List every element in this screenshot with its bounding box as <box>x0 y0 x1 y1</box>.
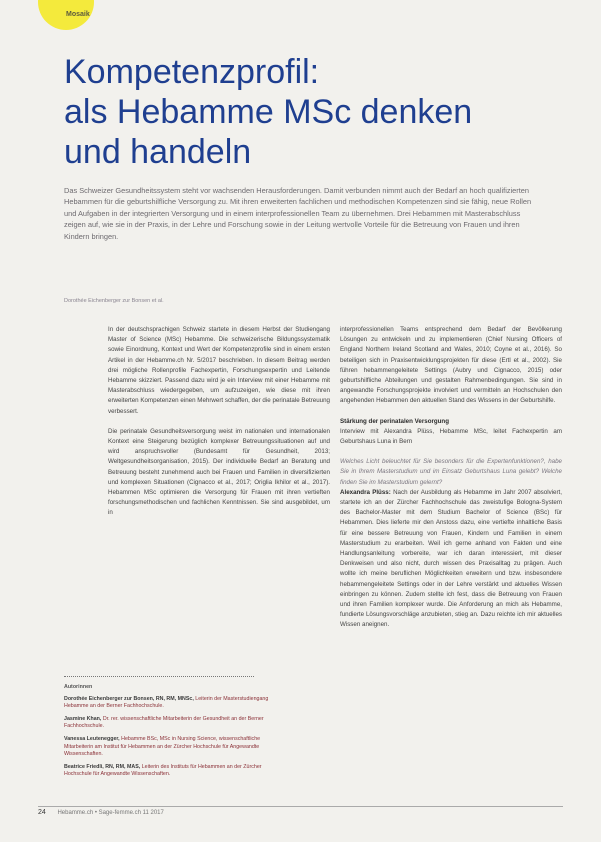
body-paragraph: In der deutschsprachigen Schweiz startete in diesem Herbst der Studiengang Master of Science (MSc) Hebamme. Die schweizerische Bildungssystematik sowie Einordnung, Kontext und Wert der Kompetenzprofile sind in einem ersten Artikel in der Hebamme.ch Nr. 5/2017 beschrieben. In diesem Beitrag werden drei mögliche Rollenprofile Fachexpertin, Forschungsexpertin und Leitende Hebamme skizziert. Passend dazu wird je ein Interview mit einer Hebamme mit Masterabschluss wiedergegeben, um aufzuzeigen, wie diese mit ihren erweiterten Kompetenzen einen Mehrwert schaffen, der die perinatale Betreuung verbessert. <box>108 326 330 415</box>
interview-intro: Interview mit Alexandra Plüss, Hebamme MSc, leitet Fachexpertin am Geburtshaus Luna in Bern <box>340 427 562 446</box>
right-column <box>340 325 562 830</box>
author-description: Leiterin der Masterstudiengang Hebamme an der Berner Fachhochschule. <box>64 695 269 710</box>
author-entry <box>64 764 284 779</box>
author-name: Beatrice Friedli, RN, RM, MAS, <box>64 763 141 770</box>
author-entry <box>64 716 284 731</box>
body-paragraph: Die perinatale Gesundheitsversorgung weist im nationalen und internationalen Kontext eine Steigerung bezüglich komplexer Betreuungssituationen auf und wird anspruchsvoller (Bundesamt für Gesundheit, 2013; Weltgesundheitsorganisation, 2015). Der individuelle Bedarf an Beratung und Betreuung besteht zunehmend auch bei Frauen und Familien in diversifizierten und komplexen Situationen (Cignacco et al., 2017; Origlia Ikhilor et al., 2017). Hebammen MSc optimieren die Versorgung für Frauen mit ihren vertieften forschungsmethodischen und fachlichen Kenntnissen. Sie sind ausgebildet, um in <box>108 427 330 517</box>
author-entry <box>64 736 284 759</box>
interviewee-name: Alexandra Plüss: <box>340 488 391 496</box>
title-line-1: Kompetenzprofil: <box>64 53 320 91</box>
author-description: Leiterin des Instituts für Hebammen an der Zürcher Hochschule für Angewandte Wissenschaften. <box>64 763 262 778</box>
subheading: Stärkung der perinatalen Versorgung <box>340 417 449 425</box>
interview-answer <box>340 488 562 631</box>
byline: Dorothée Eichenberger zur Bonsen et al. <box>64 298 164 304</box>
author-entry <box>64 696 284 711</box>
footer-text: Hebamme.ch • Sage-femme.ch 11 2017 <box>57 810 164 816</box>
title-line-2: als Hebamme MSc denken <box>64 93 473 131</box>
author-name: Jasmine Khan, <box>64 715 102 722</box>
article-title <box>64 52 564 172</box>
interview-question: Welches Licht beleuchtet für Sie besonders für die Expertenfunktionen?, habe Sie in Ihrem Masterstudium und im Einsatz Geburtshaus Luna gelebt? Welche finden Sie im Masterstudium gelernt? <box>340 458 562 486</box>
author-name: Vanessa Leutenegger, <box>64 735 120 742</box>
article-lead: Das Schweizer Gesundheitssystem steht vor wachsenden Herausforderungen. Damit verbunden nimmt auch der Bedarf an hoch qualifizierten Hebammen für die geburtshilfliche Versorgung zu. Mit ihren erweiterten fachlichen und methodischen Kompetenzen sind sie fähig, neue Rollen und Aufgaben in der integrierten Versorgung und in einem interprofessionellen Team zu übernehmen. Drei Hebammen mit Masterabschluss zeigen auf, wie sie in der Praxis, in der Lehre und Forschung sowie in der Leitung wertvolle Vorteile für die Betreuung von Frauen und ihren Kindern bringen. <box>64 186 532 241</box>
page-footer <box>38 809 164 816</box>
authors-heading: Autorinnen <box>64 684 93 690</box>
footer-divider <box>38 806 563 807</box>
author-description: Dr. rer. wissenschaftliche Mitarbeiterin der Gesundheit an der Berner Fachhochschule. <box>64 715 264 730</box>
left-column <box>108 325 330 590</box>
author-description: Hebamme BSc, MSc in Nursing Science, wissenschaftliche Mitarbeiterin am Institut für Hebammen an der Zürcher Hochschule für Angewandte Wissenschaften. <box>64 735 261 758</box>
author-name: Dorothée Eichenberger zur Bonsen, RN, RM, MNSc, <box>64 695 194 702</box>
page-number: 24 <box>38 809 46 816</box>
title-line-3: und handeln <box>64 133 252 171</box>
section-label: Mosaik <box>66 11 90 18</box>
body-paragraph: interprofessionellen Teams entsprechend dem Bedarf der Bevölkerung Lösungen zu entwickeln und zu implementieren (Chief Nursing Officers of England Northern Ireland Scotland and Wales, 2010; Coyne et al., 2016). So beteiligen sich in Praxisentwicklungsprojekten für diese (Ertl et al., 2002). Sie führen hebammengeleitete Settings (Aubry und Cignacco, 2015) oder geburtshilfliche Abteilungen und gestalten Rahmenbedingungen. Sie sind in angewandte Forschungsprojekte involviert und vermitteln an Hochschulen den angehenden Hebammen den aktuellen Stand des Wissens in der Geburtshilfe. <box>340 326 562 405</box>
answer-text: Nach der Ausbildung als Hebamme im Jahr 2007 absolviert, startete ich an der Zürcher Fachhochschule das zweistufige Bologna-System des Bachelor-Master mit dem Studium Bachelor of Science (BSc) für Hebammen. Dies lieferte mir den Anstoss dazu, eine vertiefte inhaltliche Basis für eine bessere Betreuung von Frauen, Kindern und Familien in einem Masterstudium zu erarbeiten. Weil ich gerne anhand von Fakten und eine Handlungsanleitung vorbereite, war ich daran interessiert, mit dieser Denkweisen und also nicht, durch wissen des Praxisalltag zu prägen. Auch wollte ich meine beruflichen Möglichkeiten erweitern und bzw. insbesondere hebammengeleitete Settings oder in der Lehre verstärkt und aktuelles Wissen einbringen zu können. Zudem stellte ich fest, dass die Betreuung von Frauen und ihren Familien komplexer wurde. Die Anforderung an mich als Hebamme, fundierte Lösungsvorschläge anzubieten, stieg an. Dazu reichte ich mir aktuelles Wissen aneignen. <box>340 488 562 629</box>
authors-box <box>64 676 284 784</box>
